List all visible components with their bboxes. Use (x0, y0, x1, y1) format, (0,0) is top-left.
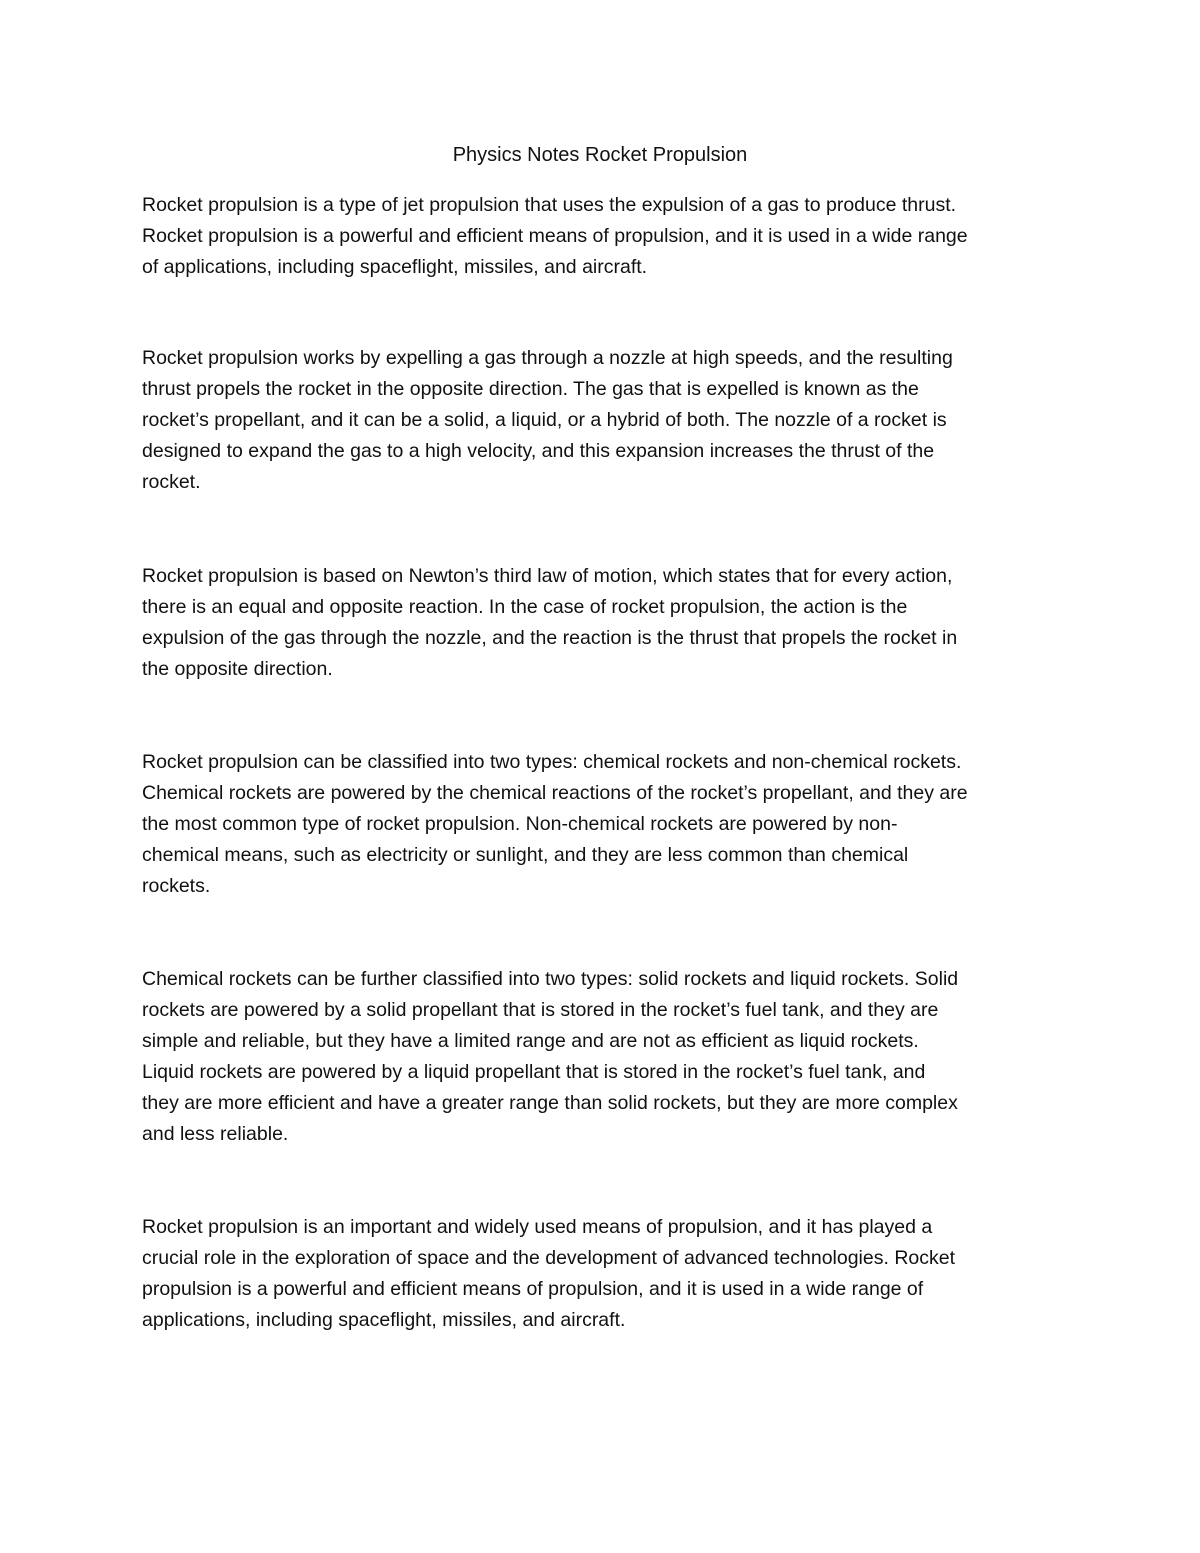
paragraph-line: chemical means, such as electricity or sunlight, and they are less common than chemical (142, 844, 909, 866)
paragraph-classification (142, 747, 1062, 902)
paragraph-line: Rocket propulsion is a type of jet propulsion that uses the expulsion of a gas to produce thrust. (142, 194, 957, 216)
paragraph-line: thrust propels the rocket in the opposite direction. The gas that is expelled is known as the (142, 378, 919, 400)
paragraph-how-it-works (142, 343, 1062, 498)
paragraph-chemical-rockets (142, 964, 1062, 1150)
document-title: Physics Notes Rocket Propulsion (452, 144, 748, 166)
paragraph-line: propulsion is a powerful and efficient means of propulsion, and it is used in a wide range of (142, 1278, 924, 1300)
paragraph-line: Rocket propulsion is based on Newton’s third law of motion, which states that for every action, (142, 565, 953, 587)
paragraph-line: simple and reliable, but they have a limited range and are not as efficient as liquid rockets. (142, 1030, 919, 1052)
paragraph-line: crucial role in the exploration of space and the development of advanced technologies. Rocket (142, 1247, 956, 1269)
paragraph-line: Rocket propulsion works by expelling a gas through a nozzle at high speeds, and the resulting (142, 347, 953, 369)
paragraph-conclusion (142, 1212, 1062, 1336)
paragraph-line: rockets are powered by a solid propellant that is stored in the rocket’s fuel tank, and they are (142, 999, 939, 1021)
paragraph-line: and less reliable. (142, 1123, 289, 1145)
paragraph-line: applications, including spaceflight, missiles, and aircraft. (142, 1309, 626, 1331)
paragraph-line: rockets. (142, 875, 211, 897)
paragraph-line: the most common type of rocket propulsion. Non-chemical rockets are powered by non- (142, 813, 898, 835)
paragraph-line: the opposite direction. (142, 658, 333, 680)
paragraph-line: designed to expand the gas to a high velocity, and this expansion increases the thrust of the (142, 440, 935, 462)
paragraph-line: Liquid rockets are powered by a liquid propellant that is stored in the rocket’s fuel tank, and (142, 1061, 926, 1083)
paragraph-line: rocket’s propellant, and it can be a solid, a liquid, or a hybrid of both. The nozzle of a rocket is (142, 409, 947, 431)
paragraph-line: there is an equal and opposite reaction. In the case of rocket propulsion, the action is the (142, 596, 908, 618)
paragraph-line: expulsion of the gas through the nozzle, and the reaction is the thrust that propels the rocket in (142, 627, 958, 649)
paragraph-line: Chemical rockets are powered by the chemical reactions of the rocket’s propellant, and they are (142, 782, 968, 804)
paragraph-line: Rocket propulsion is a powerful and efficient means of propulsion, and it is used in a wide range (142, 225, 968, 247)
paragraph-newtons-law (142, 561, 1062, 685)
paragraph-line: of applications, including spaceflight, missiles, and aircraft. (142, 256, 648, 278)
paragraph-line: Rocket propulsion can be classified into two types: chemical rockets and non-chemical rockets. (142, 751, 962, 773)
paragraph-line: Rocket propulsion is an important and widely used means of propulsion, and it has played a (142, 1216, 933, 1238)
paragraph-line: rocket. (142, 471, 201, 493)
paragraph-line: they are more efficient and have a greater range than solid rockets, but they are more complex (142, 1092, 958, 1114)
paragraph-line: Chemical rockets can be further classified into two types: solid rockets and liquid rockets. Solid (142, 968, 959, 990)
paragraph-intro (142, 190, 1062, 283)
